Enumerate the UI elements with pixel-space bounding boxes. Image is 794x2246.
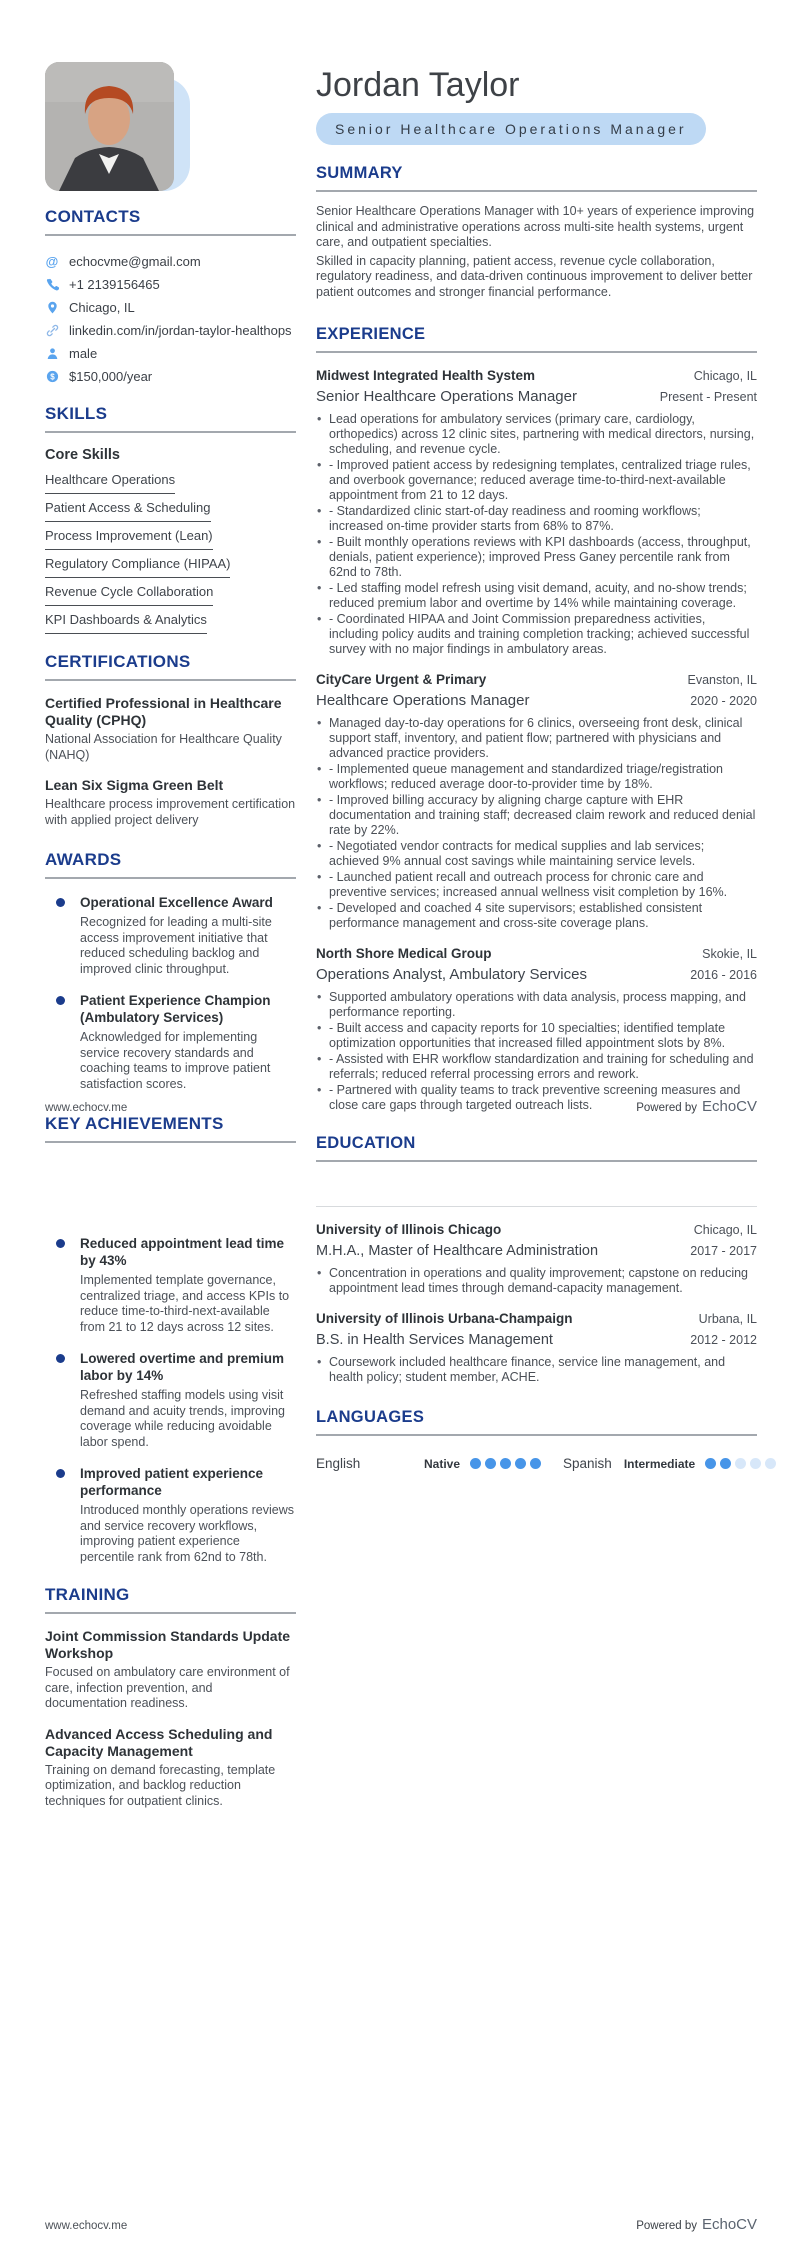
training-section [45, 1585, 296, 1809]
award-title: Patient Experience Champion (Ambulatory Services) [80, 993, 271, 1025]
section-rule [45, 431, 296, 433]
experience-entry [316, 367, 757, 657]
contact-gender [45, 342, 296, 365]
experience-entry [316, 671, 757, 931]
degree: B.S. in Health Services Management [316, 1332, 553, 1348]
training-title: Joint Commission Standards Update Workshop [45, 1628, 291, 1661]
experience-section [316, 324, 757, 1113]
experience-list [316, 367, 757, 1113]
skill-item: Revenue Cycle Collaboration [45, 584, 213, 606]
education-entry [316, 1310, 757, 1385]
certification-title: Certified Professional in Healthcare Quality (CPHQ) [45, 695, 282, 728]
portrait-image [45, 62, 174, 191]
summary-paragraph: Senior Healthcare Operations Manager with 10+ years of experience improving clinical and administrative operations across multi-site health systems, urgent care, and outpatient specialties. [316, 204, 755, 249]
education-entry [316, 1221, 757, 1296]
person-icon [45, 347, 59, 360]
rating-dot-filled [515, 1458, 526, 1469]
section-rule [45, 679, 296, 681]
contact-linkedin [45, 319, 296, 342]
rating-dot-filled [705, 1458, 716, 1469]
profile-photo [45, 62, 174, 191]
section-rule [316, 1160, 757, 1162]
footer-website-link[interactable]: www.echocv.me [45, 1102, 128, 1114]
contact-phone [45, 273, 296, 296]
experience-entry [316, 945, 757, 1113]
section-rule [316, 190, 757, 192]
key-achievements-list [45, 1235, 296, 1565]
job-title: Senior Healthcare Operations Manager [316, 388, 577, 405]
degree: M.H.A., Master of Healthcare Administration [316, 1243, 599, 1259]
language-name: English [316, 1456, 361, 1471]
school-location: Chicago, IL [693, 1223, 757, 1237]
summary-paragraph: Skilled in capacity planning, patient access, revenue cycle collaboration, regulatory readiness, and data-driven continuous improvement to deliver better patient outcomes and stronger financial performance. [316, 253, 753, 299]
training-title: Advanced Access Scheduling and Capacity Management [45, 1725, 273, 1759]
certification-title: Lean Six Sigma Green Belt [45, 777, 224, 793]
awards-heading: AWARDS [45, 850, 122, 869]
job-bullet: • - Standardized clinic start-of-day readiness and rooming workflows; increased on-time provider starts from 68% to 87%. [316, 504, 757, 534]
job-title-badge: Senior Healthcare Operations Manager [316, 113, 706, 145]
job-bullet: • - Developed and coached 4 site supervisors; established consistent performance management and cross-site coverage plans. [316, 901, 757, 931]
rating-dot-empty [750, 1458, 761, 1469]
key-achievements-heading: KEY ACHIEVEMENTS [45, 1114, 224, 1133]
achievement-item [45, 1235, 296, 1335]
job-bullet: • - Launched patient recall and outreach process for chronic care and preventive services; increased annual wellness visit completion by 16%. [316, 870, 757, 900]
achievement-desc: Refreshed staffing models using visit demand and acuity trends, improving coverage while reducing avoidable labor spend. [80, 1388, 285, 1449]
certification-item [45, 777, 296, 828]
job-bullet: • Supported ambulatory operations with data analysis, process mapping, and performance reporting. [316, 990, 757, 1020]
achievement-desc: Implemented template governance, centralized triage, and access KPIs to reduce time-to-third-next-available from 21 to 12 days across 12 sites. [80, 1273, 290, 1334]
language-name: Spanish [563, 1456, 612, 1471]
language-rating-dots [705, 1458, 776, 1469]
section-rule [45, 234, 296, 236]
main-content [316, 62, 757, 1809]
experience-heading: EXPERIENCE [316, 325, 426, 343]
contact-gender-text: male [69, 346, 98, 361]
echocv-brand-link[interactable]: EchoCV [701, 1098, 757, 1115]
candidate-name: Jordan Taylor [316, 66, 520, 104]
rating-dot-filled [720, 1458, 731, 1469]
rating-dot-filled [470, 1458, 481, 1469]
rating-dot-filled [485, 1458, 496, 1469]
award-item [45, 992, 296, 1092]
awards-section [45, 850, 296, 1092]
achievement-bullet-dot [56, 1469, 65, 1478]
job-dates: 2016 - 2016 [690, 968, 757, 982]
skills-list [45, 472, 296, 634]
skill-item: KPI Dashboards & Analytics [45, 612, 207, 634]
certification-item [45, 695, 296, 763]
footer-website-link[interactable]: www.echocv.me [45, 2220, 128, 2232]
training-item [45, 1726, 296, 1810]
job-bullet: • - Improved billing accuracy by aligning charge capture with EHR documentation and training staff; decreased claim rework and reduced denial rate by 22%. [316, 793, 757, 838]
job-bullet: • - Partnered with quality teams to track preventive screening measures and close care gaps through targeted outreach lists. [316, 1083, 757, 1113]
education-bullet: • Coursework included healthcare finance, service line management, and health policy; student member, ACHE. [316, 1355, 757, 1385]
rating-dot-empty [765, 1458, 776, 1469]
rating-dot-filled [530, 1458, 541, 1469]
award-bullet-dot [56, 996, 65, 1005]
certifications-heading: CERTIFICATIONS [45, 652, 191, 671]
job-bullet: • Managed day-to-day operations for 6 clinics, overseeing front desk, clinical support staff, inventory, and patient flow; partnered with physicians and advanced practice providers. [316, 716, 757, 761]
achievement-title: Reduced appointment lead time by 43% [80, 1236, 285, 1268]
skill-item: Healthcare Operations [45, 472, 175, 494]
powered-by-text: Powered by [636, 1102, 697, 1114]
achievement-bullet-dot [56, 1239, 65, 1248]
education-bullets [316, 1266, 757, 1296]
contact-location-text: Chicago, IL [69, 300, 135, 315]
school-name: University of Illinois Urbana-Champaign [316, 1311, 573, 1326]
page-1-footer [45, 1098, 757, 1115]
section-rule [316, 351, 757, 353]
contacts-section [45, 207, 296, 388]
company-name: Midwest Integrated Health System [316, 368, 536, 383]
summary-heading: SUMMARY [316, 164, 403, 182]
job-bullet: • - Assisted with EHR workflow standardization and training for scheduling and referrals; reduced referral processing errors and rework. [316, 1052, 757, 1082]
salary-icon [45, 370, 59, 383]
awards-list [45, 894, 296, 1092]
education-bullets [316, 1355, 757, 1385]
languages-row [316, 1456, 757, 1471]
achievement-desc: Introduced monthly operations reviews and service recovery workflows, improving patient experience percentile rank from 62nd to 78th. [80, 1503, 295, 1564]
education-list [316, 1221, 757, 1385]
contact-email [45, 250, 296, 273]
job-bullet: • - Built monthly operations reviews with KPI dashboards (access, throughput, denials, patient experience); improved Press Ganey percentile rank from 62nd to 78th. [316, 535, 757, 580]
contact-phone-text: +1 2139156465 [69, 277, 160, 292]
job-bullet: • - Improved patient access by redesigning templates, centralized triage rules, and overbook governance; reduced average time-to-third-next-available appointment from 21 to 12 days. [316, 458, 757, 503]
company-name: North Shore Medical Group [316, 946, 492, 961]
sidebar [45, 62, 296, 1809]
skill-item: Patient Access & Scheduling [45, 500, 211, 522]
skill-item: Process Improvement (Lean) [45, 528, 213, 550]
skill-item: Regulatory Compliance (HIPAA) [45, 556, 230, 578]
achievement-title: Lowered overtime and premium labor by 14% [80, 1351, 285, 1383]
language-rating-dots [470, 1458, 541, 1469]
certifications-section [45, 652, 296, 828]
school-dates: 2017 - 2017 [690, 1244, 757, 1258]
languages-heading: LANGUAGES [316, 1408, 425, 1426]
page-break-divider [316, 1206, 757, 1207]
rating-dot-filled [500, 1458, 511, 1469]
job-dates: Present - Present [659, 390, 757, 404]
award-bullet-dot [56, 898, 65, 907]
link-icon [45, 324, 59, 337]
section-rule [45, 877, 296, 879]
job-bullets [316, 716, 757, 931]
job-bullets [316, 412, 757, 657]
footer-powered-by [636, 2216, 757, 2233]
portrait-placeholder-graphic [45, 62, 174, 191]
job-title: Healthcare Operations Manager [316, 692, 530, 709]
phone-icon [45, 278, 59, 291]
training-list [45, 1628, 296, 1809]
language-level: Intermediate [623, 1456, 696, 1471]
job-dates: 2020 - 2020 [690, 694, 757, 708]
school-dates: 2012 - 2012 [690, 1333, 757, 1347]
skills-group-title: Core Skills [45, 447, 120, 463]
contact-linkedin-text[interactable]: linkedin.com/in/jordan-taylor-healthops [69, 323, 292, 338]
company-name: CityCare Urgent & Primary [316, 672, 487, 687]
award-desc: Acknowledged for implementing service recovery standards and coaching teams to improve patient satisfaction scores. [80, 1030, 271, 1091]
location-icon [45, 301, 59, 314]
achievement-bullet-dot [56, 1354, 65, 1363]
education-heading: EDUCATION [316, 1134, 416, 1152]
contact-salary-text: $150,000/year [69, 369, 153, 384]
job-bullets [316, 990, 757, 1113]
job-bullet: • - Led staffing model refresh using visit demand, acuity, and no-show trends; reduced premium labor and overtime by 14% while maintaining coverage. [316, 581, 757, 611]
contact-salary [45, 365, 296, 388]
certification-desc: Healthcare process improvement certification with applied project delivery [45, 797, 296, 827]
language-level: Native [424, 1456, 461, 1471]
achievement-title: Improved patient experience performance [80, 1466, 264, 1498]
section-rule [45, 1612, 296, 1614]
training-desc: Training on demand forecasting, template optimization, and backlog reduction techniques for outpatient clinics. [45, 1762, 276, 1808]
award-desc: Recognized for leading a multi-site access improvement initiative that reduced scheduling backlog and improved clinic throughput. [80, 915, 272, 976]
job-bullet: • - Built access and capacity reports for 10 specialties; identified template optimization opportunities that increased filled appointment slots by 8%. [316, 1021, 757, 1051]
languages-section [316, 1407, 757, 1471]
section-rule [45, 1141, 296, 1143]
job-bullet: • - Coordinated HIPAA and Joint Commission preparedness activities, including policy audits and training completion tracking; achieved successful survey with no major findings in ambulatory areas. [316, 612, 757, 657]
skills-section [45, 404, 296, 634]
education-section [316, 1133, 757, 1385]
school-name: University of Illinois Chicago [316, 1222, 502, 1237]
achievement-item [45, 1465, 296, 1565]
job-location: Skokie, IL [702, 947, 757, 961]
contacts-heading: CONTACTS [45, 207, 141, 226]
job-location: Chicago, IL [693, 369, 757, 383]
certification-desc: National Association for Healthcare Quality (NAHQ) [45, 732, 282, 762]
award-title: Operational Excellence Award [80, 895, 273, 910]
training-heading: TRAINING [45, 1585, 130, 1604]
section-rule [316, 1434, 757, 1436]
page-2-footer [45, 2216, 757, 2233]
education-bullet: • Concentration in operations and quality improvement; capstone on reducing appointment lead times through demand-capacity management. [316, 1266, 757, 1296]
summary-section [316, 163, 757, 300]
powered-by-text: Powered by [636, 2220, 697, 2232]
key-achievements-section [45, 1114, 296, 1565]
skills-heading: SKILLS [45, 404, 108, 423]
award-item [45, 894, 296, 977]
certifications-list [45, 695, 296, 828]
svg-text:$: $ [49, 372, 55, 382]
job-bullet: • - Implemented queue management and standardized triage/registration workflows; reduced average door-to-provider time by 18%. [316, 762, 757, 792]
job-bullet: • - Negotiated vendor contracts for medical supplies and lab services; achieved 9% annual cost savings while maintaining service levels. [316, 839, 757, 869]
echocv-brand-link[interactable]: EchoCV [701, 2216, 757, 2233]
rating-dot-empty [735, 1458, 746, 1469]
job-bullet: • Lead operations for ambulatory services (primary care, cardiology, orthopedics) across 12 clinic sites, partnering with medical directors, nursing, scheduling, and revenue cycle. [316, 412, 757, 457]
training-item [45, 1628, 296, 1712]
contact-email-text[interactable]: echocvme@gmail.com [69, 254, 201, 269]
achievement-item [45, 1350, 296, 1450]
job-title: Operations Analyst, Ambulatory Services [316, 966, 587, 983]
school-location: Urbana, IL [698, 1312, 757, 1326]
email-icon: @ [45, 254, 59, 269]
training-desc: Focused on ambulatory care environment of care, infection prevention, and documentation readiness. [45, 1665, 290, 1710]
job-location: Evanston, IL [687, 673, 757, 687]
footer-powered-by [636, 1098, 757, 1115]
contact-location [45, 296, 296, 319]
